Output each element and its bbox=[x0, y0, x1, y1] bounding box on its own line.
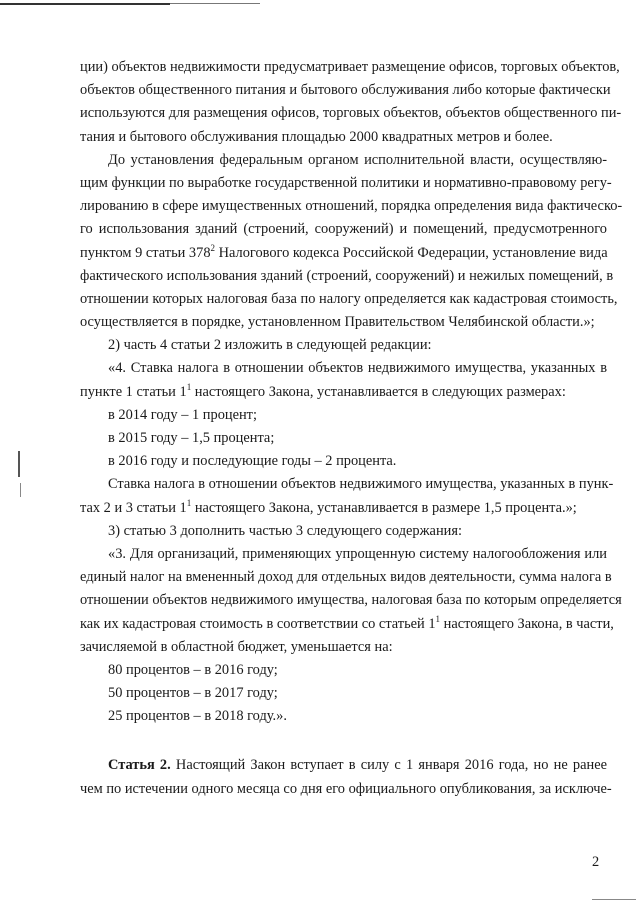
text-line-with-superscript bbox=[80, 613, 614, 636]
scan-artifact-bottom-dash bbox=[592, 899, 636, 900]
superscript: 2 bbox=[210, 242, 216, 253]
text-line: «4. Ставка налога в отношении объектов недвижимого имущества, указанных в bbox=[108, 360, 607, 377]
text-line-with-superscript bbox=[80, 497, 607, 520]
text-segment: пунктом 9 статьи 378 bbox=[80, 244, 211, 261]
text-line: отношении которых налоговая база по налогу определяется как кадастровая стоимость, bbox=[80, 290, 618, 307]
text-segment: пункте 1 статьи 1 bbox=[80, 383, 187, 400]
text-segment: тах 2 и 3 статьи 1 bbox=[80, 499, 187, 516]
text-line: ции) объектов недвижимости предусматривает размещение офисов, торговых объектов, bbox=[80, 59, 620, 75]
text-line: 3) статью 3 дополнить частью 3 следующего содержания: bbox=[108, 522, 462, 539]
text-line: Ставка налога в отношении объектов недвижимого имущества, указанных в пунк- bbox=[108, 476, 614, 493]
scan-artifact-left-mark bbox=[18, 451, 20, 477]
superscript: 1 bbox=[186, 497, 192, 508]
text-segment: Настоящий Закон вступает в силу с 1 января 2016 года, но не ранее bbox=[170, 757, 607, 774]
article-line bbox=[80, 754, 607, 777]
text-line: «3. Для организаций, применяющих упрощенную систему налогообложения или bbox=[108, 545, 607, 562]
text-segment: настоящего Закона, в части, bbox=[440, 615, 614, 632]
text-line: зачисляемой в областной бюджет, уменьшается на: bbox=[80, 638, 393, 655]
text-segment: Налогового кодекса Российской Федерации, установление вида bbox=[215, 244, 608, 261]
text-line: 25 процентов – в 2018 году.». bbox=[108, 708, 287, 725]
text-segment: настоящего Закона, устанавливается в следующих размерах: bbox=[191, 383, 566, 400]
text-line-with-superscript bbox=[80, 242, 607, 265]
text-line: тания и бытового обслуживания площадью 2000 квадратных метров и более. bbox=[80, 128, 553, 145]
text-line: го использования зданий (строений, сооружений) и помещений, предусмотренного bbox=[80, 221, 607, 238]
paragraph-gap bbox=[80, 728, 607, 754]
scan-artifact-top-rule bbox=[0, 3, 170, 5]
text-line: объектов общественного питания и бытового обслуживания либо которые фактически bbox=[80, 82, 611, 99]
text-line: щим функции по выработке государственной политики и нормативно-правовому регу- bbox=[80, 174, 612, 191]
text-line: осуществляется в порядке, установленном Правительством Челябинской области.»; bbox=[80, 314, 595, 331]
document-body bbox=[80, 56, 623, 801]
superscript: 1 bbox=[186, 381, 192, 392]
text-line-with-superscript bbox=[80, 381, 607, 404]
article-heading: Статья 2. bbox=[108, 757, 171, 774]
text-line: До установления федеральным органом исполнительной власти, осуществляю- bbox=[108, 151, 607, 168]
text-line: 80 процентов – в 2016 году; bbox=[108, 661, 278, 678]
text-line: единый налог на вмененный доход для отдельных видов деятельности, сумма налога в bbox=[80, 569, 612, 586]
page-number: 2 bbox=[592, 854, 600, 870]
text-line: 2) часть 4 статьи 2 изложить в следующей редакции: bbox=[108, 337, 432, 354]
scan-artifact-top-dash bbox=[170, 3, 260, 4]
superscript: 1 bbox=[435, 613, 441, 624]
text-line: 50 процентов – в 2017 году; bbox=[108, 685, 278, 702]
text-line: в 2015 году – 1,5 процента; bbox=[108, 430, 275, 446]
text-segment: как их кадастровая стоимость в соответствии со статьей 1 bbox=[80, 615, 436, 632]
text-segment: настоящего Закона, устанавливается в размере 1,5 процента.»; bbox=[191, 499, 577, 516]
text-line: в 2016 году и последующие годы – 2 процента. bbox=[108, 453, 397, 470]
text-line: чем по истечении одного месяца со дня его официального опубликования, за исключе- bbox=[80, 780, 612, 797]
text-line: лированию в сфере имущественных отношений, порядка определения вида фактическо- bbox=[80, 198, 623, 215]
text-line: фактического использования зданий (строений, сооружений) и нежилых помещений, в bbox=[80, 267, 614, 284]
text-line: используются для размещения офисов, торговых объектов, объектов общественного пи- bbox=[80, 105, 622, 122]
text-line: отношении объектов недвижимого имущества, налоговая база по которым определяется bbox=[80, 592, 622, 609]
text-line: в 2014 году – 1 процент; bbox=[108, 406, 257, 423]
scan-artifact-left-mark-small bbox=[20, 483, 21, 497]
